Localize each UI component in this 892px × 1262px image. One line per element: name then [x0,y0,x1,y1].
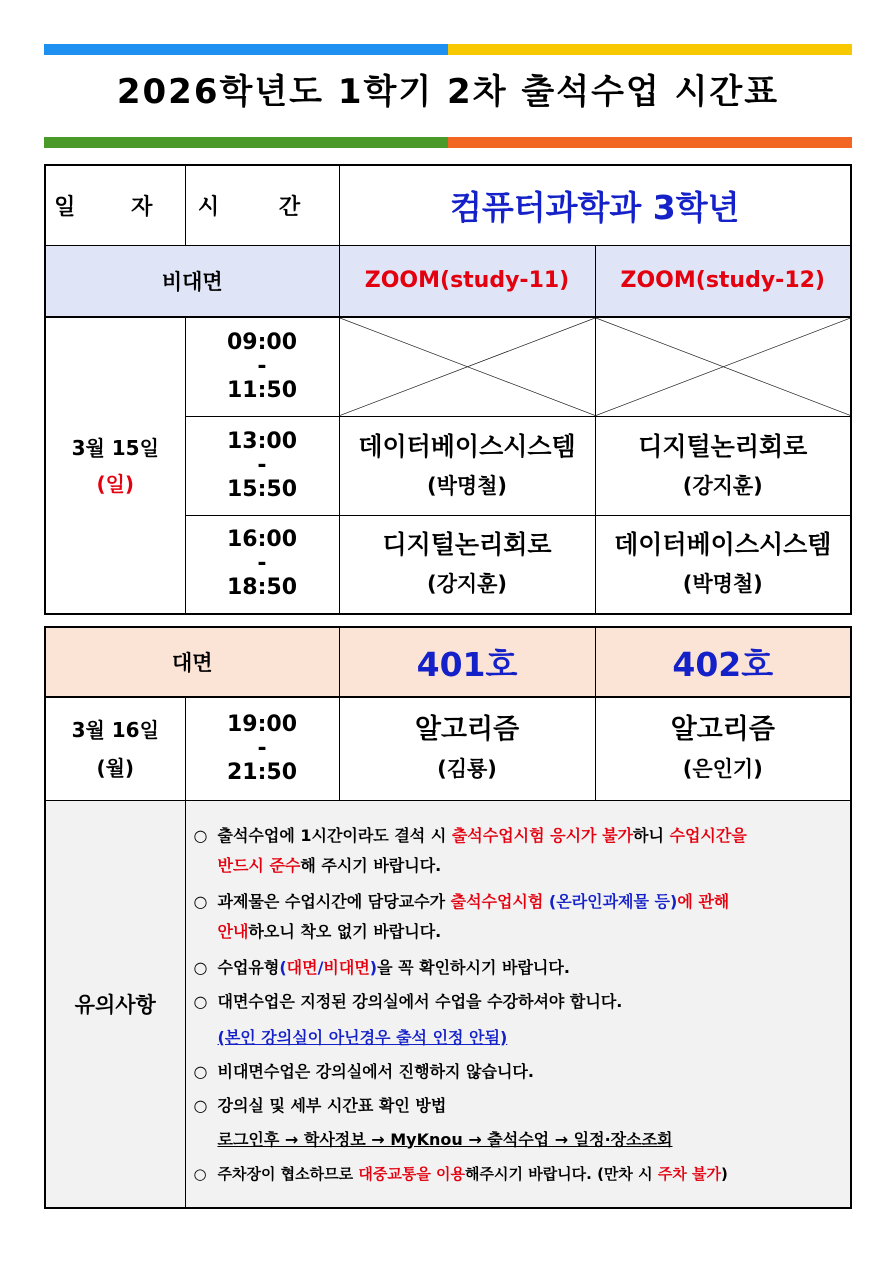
slot-start: 19:00 [226,711,298,737]
slot-time-3 [185,515,339,614]
bottom-bar-green [44,137,448,148]
slot-time-2 [185,416,339,515]
bullet-circle-icon: ○ [193,1164,207,1183]
slot-end: 18:50 [226,575,298,601]
note-subtext: (본인 강의실이 아닌경우 출석 인정 안됨) [217,1027,508,1047]
note-text: 해주시기 바랍니다. (만차 시 [465,1164,658,1183]
notes-content [185,800,851,1208]
note-text: 주차장이 협소하므로 [217,1164,359,1183]
cross-mark-icon [340,318,595,416]
course-name: 알고리즘 [414,713,520,745]
note-highlight: 대면 [286,957,318,977]
online-room-2: ZOOM(study-12) [595,245,851,317]
course-name: 데이터베이스시스템 [614,530,832,560]
note-item [194,987,851,1053]
professor-name: (은인기) [682,756,763,781]
offline-day: (월) [96,755,135,780]
top-bar-yellow [448,44,852,55]
note-item [194,1091,851,1155]
note-item [194,1057,851,1087]
note-text: 해 주시기 바랍니다. [300,855,442,875]
notes-label: 유의사항 [45,800,185,1208]
course-name: 디지털논리회로 [382,530,552,560]
professor-name: (김룡) [437,756,497,781]
note-text: 출석수업에 1시간이라도 결석 시 [217,825,452,845]
note-highlight: 안내 [217,921,249,941]
note-highlight: 수업시간을 [669,825,747,845]
slot-sep: - [257,551,267,577]
online-label: 비대면 [45,245,339,317]
professor-name: (박명철) [682,572,763,597]
bullet-circle-icon: ○ [193,957,208,977]
slot-time-1 [185,317,339,416]
online-schedule-table [44,164,852,615]
note-highlight: 비대면 [323,957,370,977]
course-cell [595,515,851,614]
note-item [194,953,851,983]
note-text: 과제물은 수업시간에 담당교수가 [217,891,451,911]
course-cell [339,697,595,800]
note-highlight: 출석수업시험 응시가 불가 [451,825,634,845]
note-highlight: (온라인과제물 등) [548,891,678,911]
empty-slot-cell [595,317,851,416]
bullet-circle-icon: ○ [193,991,208,1011]
course-name: 알고리즘 [670,713,775,745]
note-highlight: ( [279,957,287,977]
bullet-circle-icon: ○ [193,1095,208,1115]
note-item [194,1159,851,1189]
note-text: 비대면수업은 강의실에서 진행하지 않습니다. [217,1061,534,1081]
note-item [194,821,851,881]
slot-end: 15:50 [226,476,298,502]
note-highlight: 주차 불가 [657,1164,722,1183]
bottom-bar-orange [448,137,852,148]
course-cell [595,416,851,515]
dept-header: 컴퓨터과학과 3학년 [339,165,851,245]
bullet-circle-icon: ○ [193,891,208,911]
slot-start: 16:00 [226,527,298,553]
note-text: 을 꼭 확인하시기 바랍니다. [377,957,570,977]
professor-name: (박명철) [426,473,508,498]
note-highlight: 에 관해 [677,891,730,911]
bullet-circle-icon: ○ [193,825,208,845]
note-text: 대면수업은 지정된 강의실에서 수업을 수강하셔야 합니다. [217,991,623,1011]
online-room-1: ZOOM(study-11) [339,245,595,317]
slot-sep: - [257,353,267,379]
slot-start: 13:00 [226,428,298,454]
slot-start: 09:00 [226,329,298,355]
time-header: 시 간 [185,165,339,245]
note-highlight: 출석수업시험 [450,891,549,911]
slot-sep: - [257,452,267,478]
slot-end: 21:50 [226,759,298,785]
note-text: 하오니 착오 없기 바랍니다. [248,921,442,941]
online-date: 3월 15일 [71,435,159,460]
page-title: 2026학년도 1학기 2차 출석수업 시간표 [116,72,780,112]
course-name: 디지털논리회로 [638,431,808,461]
top-bar-blue [44,44,448,55]
note-text: ) [721,1164,728,1183]
note-item [194,887,851,947]
offline-time [185,697,339,800]
professor-name: (강지훈) [682,473,763,498]
note-highlight: ) [369,957,378,977]
offline-date: 3월 16일 [71,717,159,742]
note-text: 수업유형 [217,957,280,977]
course-cell [339,416,595,515]
offline-room-1: 401호 [339,627,595,697]
note-highlight: 대중교통을 이용 [358,1164,466,1183]
offline-date-cell [45,697,185,800]
course-name: 데이터베이스시스템 [358,431,576,461]
slot-end: 11:50 [226,377,298,403]
offline-room-2: 402호 [595,627,851,697]
note-subtext: 로그인후 → 학사정보 → MyKnou → 출석수업 → 일정·장소조회 [217,1129,673,1149]
note-text: 강의실 및 세부 시간표 확인 방법 [217,1095,447,1115]
offline-schedule-table [44,626,852,1209]
offline-label: 대면 [45,627,339,697]
note-text: 하니 [633,825,670,845]
date-header: 일 자 [45,165,185,245]
course-cell [595,697,851,800]
cross-mark-icon [596,318,851,416]
course-cell [339,515,595,614]
note-highlight: 반드시 준수 [217,855,301,875]
online-day: (일) [96,471,135,496]
note-highlight: / [317,957,324,977]
empty-slot-cell [339,317,595,416]
slot-sep: - [257,735,267,761]
online-date-cell [45,317,185,614]
bullet-circle-icon: ○ [193,1061,208,1081]
professor-name: (강지훈) [426,572,508,597]
